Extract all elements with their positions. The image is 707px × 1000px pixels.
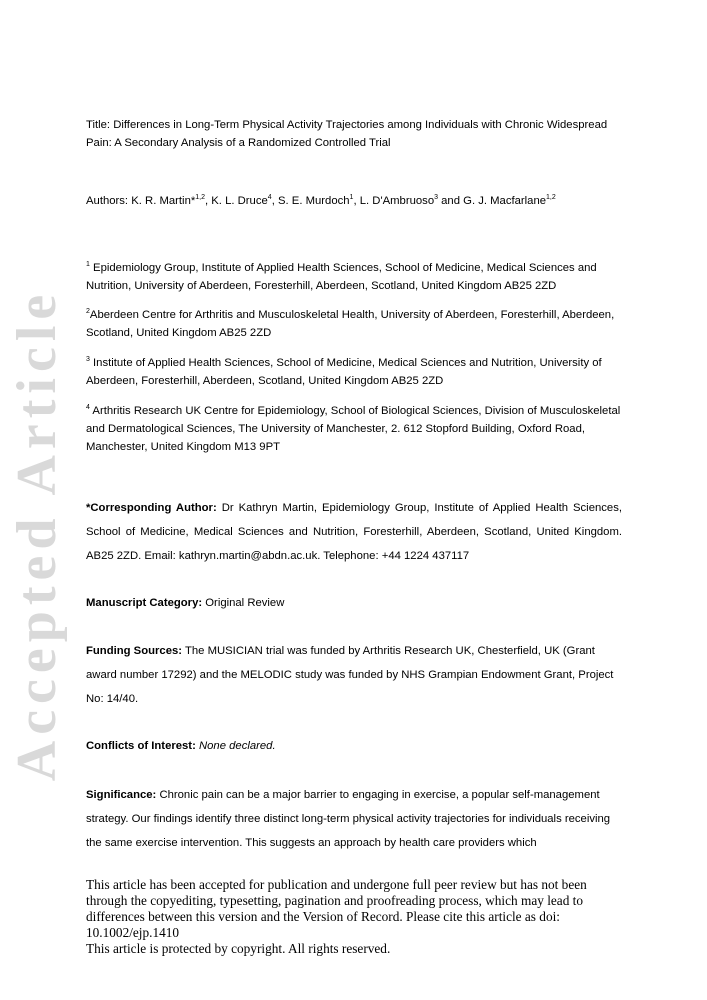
author-name: S. E. Murdoch [277,195,350,207]
article-title: Title: Differences in Long-Term Physical Activity Trajectories among Individuals with Chronic Widespread Pain: A Secondary Analysis of a Randomized Controlled Trial [86,119,608,149]
author-separator: and [438,195,464,207]
affiliation-number: 1 [86,261,90,268]
corresponding-author [86,496,622,568]
corresponding-text: Dr Kathryn Martin, Epidemiology Group, Institute of Applied Health Sciences, School of Medicine, Medical Sciences and Nutrition, Foresterhill, Aberdeen, Scotland, United Kingdom. AB25 2ZD. Email: kathryn.martin@abdn.ac.uk. Telephone: +44 1224 437117 [86,502,622,562]
footer-copyright: This article is protected by copyright. All rights reserved. [86,941,391,956]
affiliation-2 [86,306,622,342]
author-name: G. J. Macfarlane [463,195,547,207]
author-affiliation-sup: 1 [349,194,354,201]
conflicts-of-interest [86,734,622,758]
author-affiliation-sup: 1,2 [195,194,205,201]
corresponding-label: *Corresponding Author: [86,502,217,514]
author-separator: , [353,195,360,207]
affiliation-number: 3 [86,356,90,363]
author-name: K. L. Druce [211,195,268,207]
category-label: Manuscript Category: [86,597,203,609]
conflicts-text: None declared. [198,740,276,752]
funding-text: The MUSICIAN trial was funded by Arthritis Research UK, Chesterfield, UK (Grant award number 17292) and the MELODIC study was funded by NHS Grampian Endowment Grant, Project No: 14/40. [86,645,614,705]
significance-label: Significance: [86,789,157,801]
author-list [131,195,556,207]
significance-text: Chronic pain can be a major barrier to engaging in exercise, a popular self-management strategy. Our findings identify three distinct long-term physical activity trajectories for individuals receiving the same exercise intervention. This suggests an approach by health care providers which [86,789,611,849]
author-name: K. R. Martin* [131,195,196,207]
author-affiliation-sup: 4 [267,194,272,201]
affiliation-number: 2 [86,308,90,315]
authors-prefix: Authors: [86,195,132,207]
footer-notice: This article has been accepted for publication and undergone full peer review but has not been through the copyediting, typesetting, pagination and proofreading process, which may lead to differences between this version and the Version of Record. Please cite this article as doi: 10.1002/ejp.1410 [86,877,587,940]
authors-line [86,192,622,210]
affiliation-text: Epidemiology Group, Institute of Applied Health Sciences, School of Medicine, Medical Sciences and Nutrition, University of Aberdeen, Foresterhill, Aberdeen, Scotland, United Kingdom AB25 2ZD [86,262,597,292]
affiliation-4 [86,402,622,456]
author-affiliation-sup: 1,2 [546,194,556,201]
affiliation-text: Aberdeen Centre for Arthritis and Musculoskeletal Health, University of Aberdeen, Foresterhill, Aberdeen, Scotland, United Kingdom AB25 2ZD [86,309,615,339]
author-name: L. D'Ambruoso [359,195,435,207]
affiliation-3 [86,354,622,390]
affiliation-text: Institute of Applied Health Sciences, School of Medicine, Medical Sciences and Nutrition, University of Aberdeen, Foresterhill, Aberdeen, Scotland, United Kingdom AB25 2ZD [86,357,602,387]
affiliation-text: Arthritis Research UK Centre for Epidemiology, School of Biological Sciences, Division of Musculoskeletal and Dermatological Sciences, The University of Manchester, 2. 612 Stopford Building, Oxford Road, Manchester, United Kingdom M13 9PT [86,405,621,453]
affiliation-number: 4 [86,404,90,411]
funding-label: Funding Sources: [86,645,183,657]
conflicts-label: Conflicts of Interest: [86,740,196,752]
affiliation-1 [86,259,622,295]
author-separator: , [204,195,212,207]
funding-sources [86,639,622,711]
significance [86,783,622,855]
accepted-article-watermark: Accepted Article [6,288,68,782]
author-separator: , [271,195,278,207]
author-affiliation-sup: 3 [434,194,439,201]
category-text: Original Review [202,597,285,609]
manuscript-category [86,591,622,615]
publication-footer [86,877,626,957]
